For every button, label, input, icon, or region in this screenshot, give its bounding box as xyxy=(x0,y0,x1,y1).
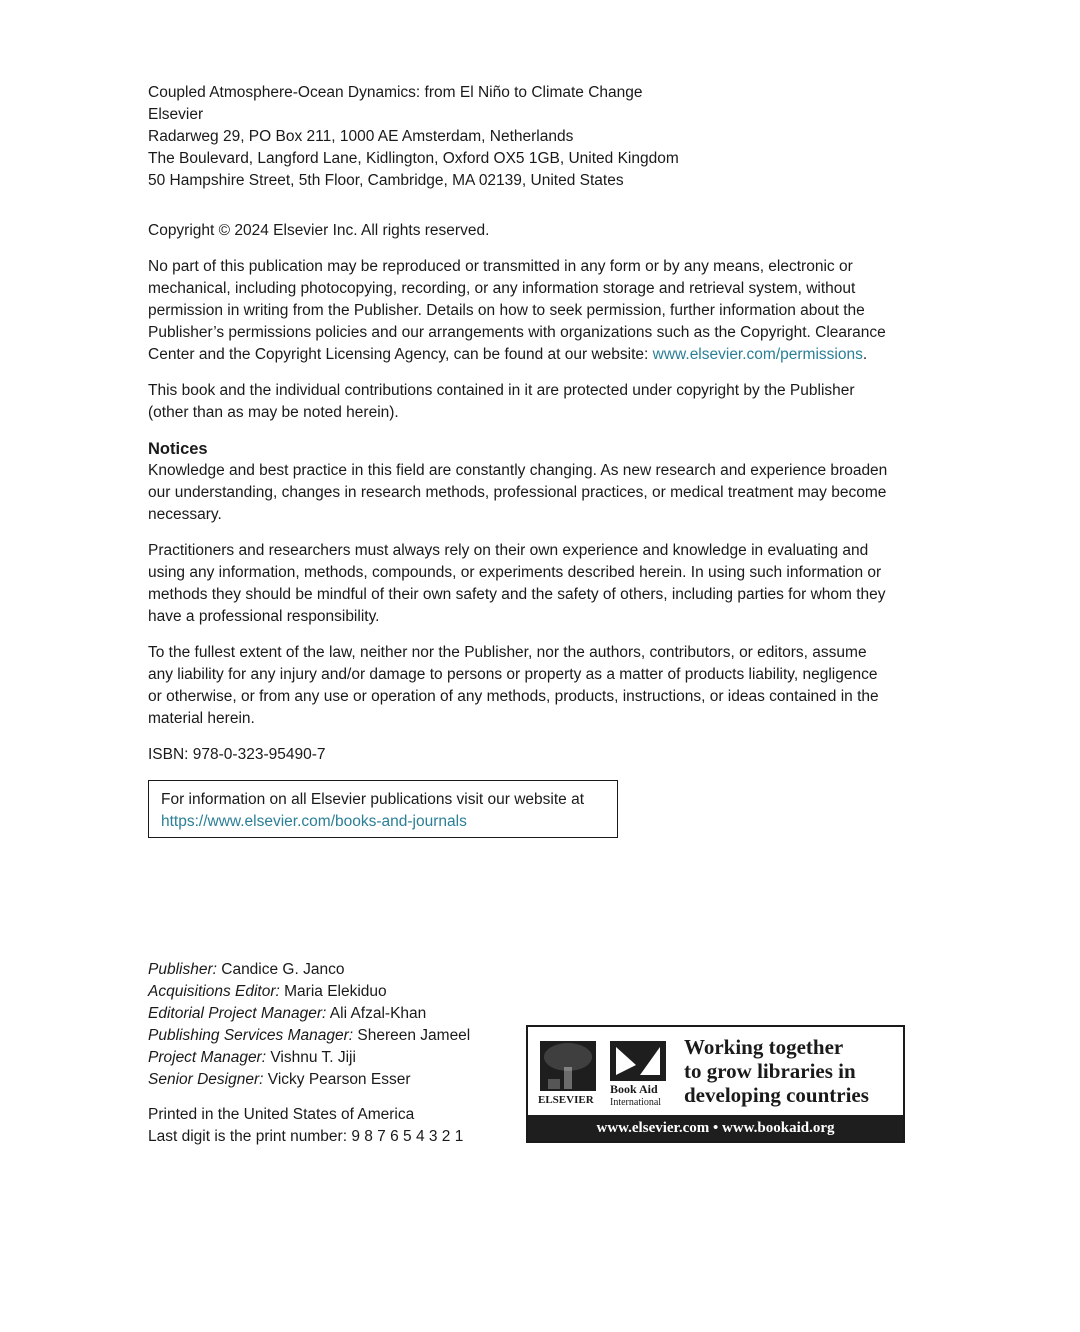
protection-paragraph: This book and the individual contributions contained in it are protected under copyright by the Publisher (other than as may be noted herein). xyxy=(148,382,855,421)
banner-logos xyxy=(528,1027,903,1115)
credit-role: Project Manager: xyxy=(148,1049,267,1066)
banner-urls: www.elsevier.com • www.bookaid.org xyxy=(528,1115,903,1141)
credit-role: Senior Designer: xyxy=(148,1071,264,1088)
elsevier-label: ELSEVIER xyxy=(538,1094,594,1106)
credit-role: Acquisitions Editor: xyxy=(148,983,280,1000)
credit-name: Vicky Pearson Esser xyxy=(267,1071,411,1088)
slogan-line-3: developing countries xyxy=(684,1083,869,1107)
elsevier-bookaid-logo-icon xyxy=(536,1035,676,1109)
book-aid-banner xyxy=(526,1025,905,1143)
isbn: ISBN: 978-0-323-95490-7 xyxy=(148,746,326,763)
credit-name: Ali Afzal-Khan xyxy=(329,1005,427,1022)
banner-slogan xyxy=(684,1035,869,1107)
credit-acquisitions-editor xyxy=(148,981,470,1003)
credit-name: Vishnu T. Jiji xyxy=(270,1049,356,1066)
publisher-name: Elsevier xyxy=(148,106,204,123)
credit-role: Publishing Services Manager: xyxy=(148,1027,354,1044)
credit-name: Candice G. Janco xyxy=(221,961,345,978)
printed-country: Printed in the United States of America xyxy=(148,1106,415,1123)
bookaid-sub-label: International xyxy=(610,1097,662,1108)
notices-paragraph-1: Knowledge and best practice in this field are constantly changing. As new research and experience broaden our understanding, changes in research methods, professional practices, or medical treatment may become necessary. xyxy=(148,462,888,523)
copyright-line: Copyright © 2024 Elsevier Inc. All rights reserved. xyxy=(148,222,490,239)
info-box-link[interactable]: https://www.elsevier.com/books-and-journals xyxy=(161,813,467,830)
credit-publisher xyxy=(148,959,470,981)
info-box xyxy=(148,780,618,838)
credit-name: Shereen Jameel xyxy=(357,1027,471,1044)
address-line-3: 50 Hampshire Street, 5th Floor, Cambridge, MA 02139, United States xyxy=(148,172,624,189)
notices-heading: Notices xyxy=(148,440,208,458)
notices-paragraph-2: Practitioners and researchers must always rely on their own experience and knowledge in evaluating and using any information, methods, compounds, or experiments described herein. In using such information or methods they should be mindful of their own safety and the safety of others, including parties for whom they have a professional responsibility. xyxy=(148,542,886,625)
credit-role: Publisher: xyxy=(148,961,217,978)
credit-publishing-services-manager xyxy=(148,1025,470,1047)
credit-role: Editorial Project Manager: xyxy=(148,1005,327,1022)
slogan-line-1: Working together xyxy=(684,1035,844,1059)
credit-editorial-project-manager xyxy=(148,1003,470,1025)
info-box-text: For information on all Elsevier publications visit our website at xyxy=(161,791,584,808)
address-line-2: The Boulevard, Langford Lane, Kidlington, Oxford OX5 1GB, United Kingdom xyxy=(148,150,679,167)
credit-name: Maria Elekiduo xyxy=(284,983,387,1000)
permissions-paragraph xyxy=(148,256,888,366)
notices-paragraph-3: To the fullest extent of the law, neither nor the Publisher, nor the authors, contributors, or editors, assume any liability for any injury and/or damage to persons or property as a matter of products liability, negligence or otherwise, or from any use or operation of any methods, products, instructions, or ideas contained in the material herein. xyxy=(148,644,879,727)
permissions-link[interactable]: www.elsevier.com/permissions xyxy=(652,346,863,363)
address-line-1: Radarweg 29, PO Box 211, 1000 AE Amsterdam, Netherlands xyxy=(148,128,574,145)
credits-list xyxy=(148,959,470,1091)
printing-info xyxy=(148,1104,463,1148)
book-title-line: Coupled Atmosphere-Ocean Dynamics: from El Niño to Climate Change xyxy=(148,84,643,101)
slogan-line-2: to grow libraries in xyxy=(684,1059,856,1083)
copyright-page xyxy=(148,68,888,838)
print-number: Last digit is the print number: 9 8 7 6 5 4 3 2 1 xyxy=(148,1128,464,1145)
credit-project-manager xyxy=(148,1047,470,1069)
permissions-suffix: . xyxy=(862,346,868,363)
credit-senior-designer xyxy=(148,1069,470,1091)
permissions-text: No part of this publication may be reproduced or transmitted in any form or by any means, electronic or mechanical, including photocopying, recording, or any information storage and retrieval system, without permission in writing from the Publisher. Details on how to seek permission, further information about the Publisher’s permissions policies and our arrangements with organizations such as the Copyright. Clearance Center and the Copyright Licensing Agency, can be found at our website: xyxy=(148,258,886,363)
bookaid-label: Book Aid xyxy=(610,1082,658,1096)
